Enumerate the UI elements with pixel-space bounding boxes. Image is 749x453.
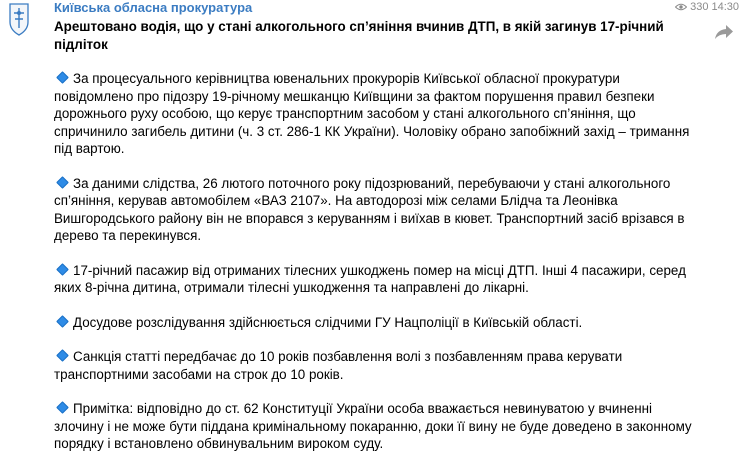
post-time: 14:30: [711, 1, 739, 13]
paragraph-text: 17-річний пасажир від отриманих тілесних ушкоджень помер на місці ДТП. Інші 4 пасажири, серед яких 8-річна дитина, отримали тілесні ушкодження та направлені до лікарні.: [54, 262, 686, 295]
blue-diamond-icon: [56, 401, 69, 414]
blue-diamond-icon: [56, 263, 69, 276]
post-paragraph: [54, 262, 699, 297]
share-arrow-icon[interactable]: [713, 22, 735, 42]
post-body: [54, 18, 699, 453]
channel-name[interactable]: Київська обласна прокуратура: [54, 0, 253, 15]
blue-diamond-icon: [56, 71, 69, 84]
paragraph-text: За процесуального керівництва ювенальних прокурорів Київської обласної прокуратури повідомлено про підозру 19-річному мешканцю Київщини за фактом порушення правил безпеки дорожнього руху особою, що керує транспортним засобом у стані алкогольного сп’яніння, що спричинило загибель дитини (ч. 3 ст. 286-1 КК України). Чоловіку обрано запобіжний захід – тримання під вартою.: [54, 71, 690, 156]
view-count: 330: [690, 1, 709, 13]
post-paragraph: [54, 348, 699, 383]
paragraph-text: Досудове розслідування здійснюється слідчими ГУ Нацполіції в Київській області.: [73, 314, 583, 330]
paragraph-text: Примітка: відповідно до ст. 62 Конституції України особа вважається невинуватою у вчиненні злочину і не може бути піддана кримінальному покаранню, доки її вину не буде доведено в законному порядку і встановлено обвинувальним вироком суду.: [54, 401, 692, 451]
post-paragraph: [54, 175, 699, 245]
post-paragraph: [54, 314, 699, 332]
blue-diamond-icon: [56, 176, 69, 189]
paragraph-text: За даними слідства, 26 лютого поточного року підозрюваний, перебуваючи у стані алкогольного сп’яніння, керував автомобілем «ВАЗ 2107». На автодорозі між селами Блідча та Леонівка Вишгородського району він не впорався з керуванням і виїхав в кювет. Транспортний засіб врізався в дерево та перекинувся.: [54, 175, 685, 243]
post-paragraph: [54, 70, 699, 158]
eye-icon: [675, 3, 687, 11]
post-paragraph: [54, 400, 699, 453]
blue-diamond-icon: [56, 349, 69, 362]
post-title: Арештовано водія, що у стані алкогольного сп’яніння вчинив ДТП, в якій загинув 17-річний підліток: [54, 19, 664, 52]
paragraph-text: Санкція статті передбачає до 10 років позбавлення волі з позбавленням права керувати транспортними засобами на строк до 10 років.: [54, 349, 623, 382]
post-meta: [675, 0, 739, 14]
blue-diamond-icon: [56, 315, 69, 328]
channel-avatar-emblem-icon[interactable]: [8, 2, 30, 36]
